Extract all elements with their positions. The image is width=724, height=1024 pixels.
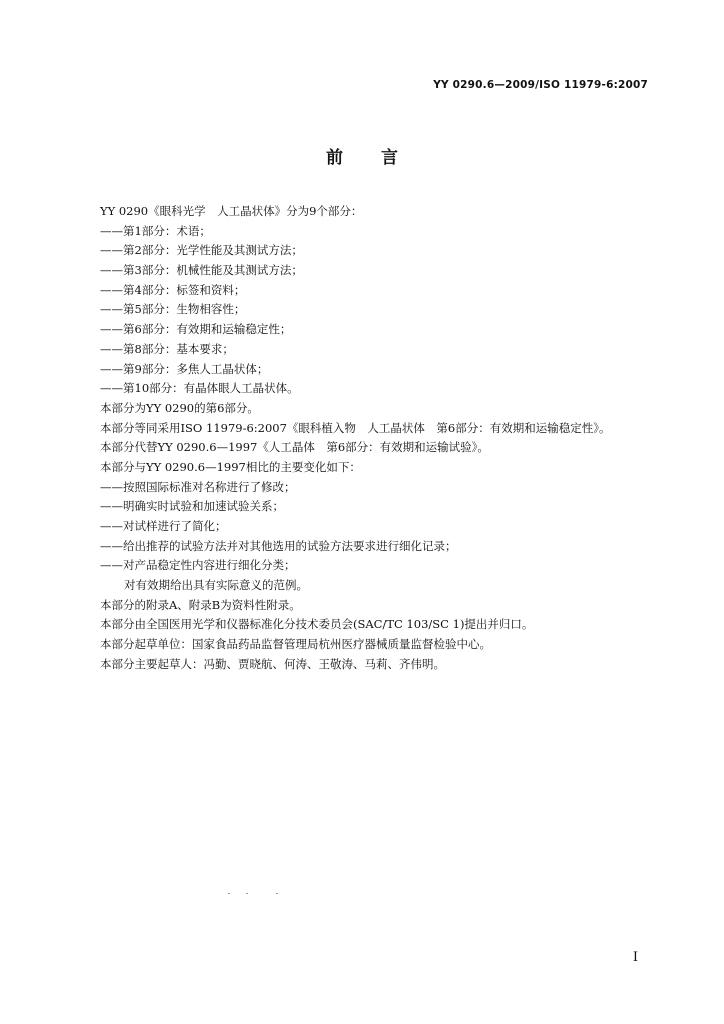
change-list-item: ——对产品稳定性内容进行细化分类； bbox=[100, 558, 296, 573]
part-list-item: ——第6部分：有效期和运输稳定性； bbox=[100, 322, 292, 337]
change-list-item: ——明确实时试验和加速试验关系； bbox=[100, 499, 284, 514]
paragraph-line: 本部分等同采用ISO 11979-6:2007《眼科植入物 人工晶状体 第6部分：有效期和运输稳定性》。 bbox=[100, 420, 611, 435]
change-list-item: ——对试样进行了简化； bbox=[100, 519, 227, 533]
paragraph-line: 本部分为YY 0290的第6部分。 bbox=[100, 400, 259, 415]
change-list-continuation: 对有效期给出具有实际意义的范例。 bbox=[124, 578, 308, 593]
scan-artifact bbox=[246, 893, 248, 894]
paragraph-line: 本部分由全国医用光学和仪器标准化分技术委员会(SAC/TC 103/SC 1)提出并归口。 bbox=[100, 617, 534, 632]
standard-number: YY 0290.6—2009/ISO 11979-6:2007 bbox=[433, 79, 648, 91]
paragraph-line: 本部分与YY 0290.6—1997相比的主要变化如下： bbox=[100, 459, 361, 474]
part-list-item: ——第4部分：标签和资料； bbox=[100, 282, 246, 297]
page-number: I bbox=[632, 950, 638, 965]
part-list-item: ——第9部分：多焦人工晶状体； bbox=[100, 361, 269, 376]
change-list-item: ——给出推荐的试验方法并对其他选用的试验方法要求进行细化记录； bbox=[100, 538, 457, 553]
paragraph-line: 本部分主要起草人：冯勤、贾晓航、何涛、王敬涛、马莉、齐伟明。 bbox=[100, 656, 445, 671]
foreword-body bbox=[100, 202, 680, 675]
part-list-item: ——第5部分：生物相容性； bbox=[100, 302, 246, 317]
scan-artifact bbox=[276, 893, 278, 894]
part-list-item: ——第8部分：基本要求； bbox=[100, 341, 234, 356]
part-list-item: ——第1部分：术语； bbox=[100, 223, 211, 238]
part-list-item: ——第3部分：机械性能及其测试方法； bbox=[100, 263, 303, 278]
paragraph-line: 本部分代替YY 0290.6—1997《人工晶体 第6部分：有效期和运输试验》。 bbox=[100, 440, 489, 455]
part-list-item: ——第2部分：光学性能及其测试方法； bbox=[100, 243, 303, 258]
scan-artifact bbox=[228, 893, 230, 894]
paragraph-line: 本部分起草单位：国家食品药品监督管理局杭州医疗器械质量监督检验中心。 bbox=[100, 637, 491, 652]
part-list-item: ——第10部分：有晶体眼人工晶状体。 bbox=[100, 381, 299, 396]
page-title: 前言 bbox=[326, 148, 436, 168]
paragraph-line: 本部分的附录A、附录B为资料性附录。 bbox=[100, 597, 301, 612]
change-list-item: ——按照国际标准对名称进行了修改； bbox=[100, 479, 296, 494]
intro-line: YY 0290《眼科光学 人工晶状体》分为9个部分： bbox=[100, 204, 363, 218]
